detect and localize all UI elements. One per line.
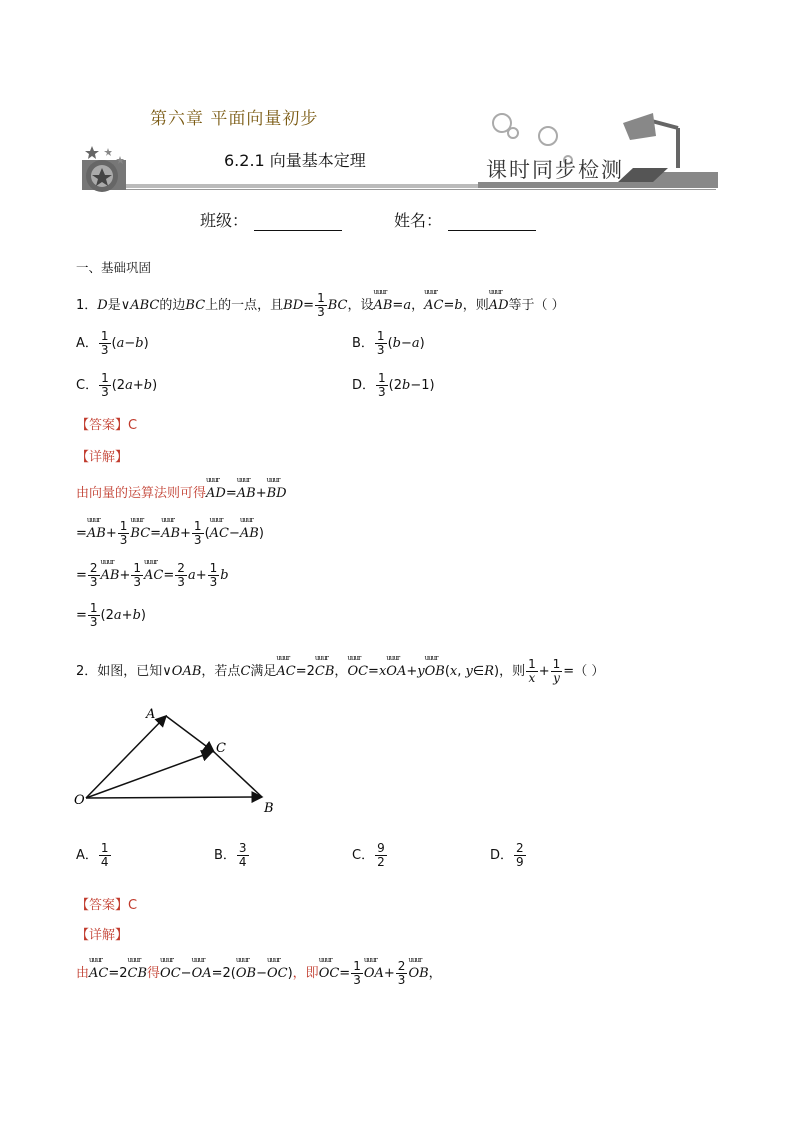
q1-number: 1． xyxy=(76,298,98,313)
q2-option-c[interactable]: C． $\frac{9}{2}$ xyxy=(352,841,385,869)
vector-oc xyxy=(86,752,212,798)
q2-option-d[interactable]: D． $\frac{2}{9}$ xyxy=(490,841,524,869)
lesson-title: 6.2.1 向量基本定理 xyxy=(224,151,366,170)
q1-solution-line3: = $\frac{2}{3}$ uuur AB+ $\frac{1}{3}$ uuur AC= $\frac{2}{3}$ a+ $\frac{1}{3}$ b xyxy=(76,562,229,589)
q1-solution-line2: =uuur AB+ $\frac{1}{3}$ uuur BC=uuur AB+ $\frac{1}{3}$ (uuur AC−uuur AB) xyxy=(76,520,264,547)
q2-option-b[interactable]: B． $\frac{3}{4}$ xyxy=(214,841,247,869)
class-label: 班级： xyxy=(200,211,249,230)
segment-cb xyxy=(214,752,262,797)
class-field[interactable] xyxy=(200,208,342,231)
q1-solution-line4: = $\frac{1}{3}$ (2a+b) xyxy=(76,601,146,629)
label-o: O xyxy=(74,793,85,808)
vector-oa xyxy=(86,716,166,798)
q2-option-a[interactable]: A． $\frac{1}{4}$ xyxy=(76,841,109,869)
chapter-title: 第六章 平面向量初步 xyxy=(150,109,319,129)
section-title: 一、基础巩固 xyxy=(76,260,152,275)
q2-figure xyxy=(70,700,290,820)
q2-stem: 2．如图，已知∨OAB，若点C满足uuur AC=2uuur CB，uuur OC=xuuur OA+yuuur OB(x, y∈R)，则 $\frac{1}{x}$ + $\frac{1}{y}$ =（ ） xyxy=(76,658,604,685)
q1-option-a[interactable]: A． $\frac{1}{3}$ (a−b) xyxy=(76,329,149,357)
q2-answer: 【答案】C xyxy=(76,898,138,913)
class-blank[interactable] xyxy=(254,214,342,231)
q1-option-d[interactable]: D． $\frac{1}{3}$ (2b−1) xyxy=(352,371,435,399)
label-a: A xyxy=(146,707,156,722)
q1-solution-line1: 由向量的运算法则可得uuur AD=uuur AB+uuur BD xyxy=(76,482,287,501)
q1-detail-label: 【详解】 xyxy=(76,450,129,465)
q1-option-c[interactable]: C． $\frac{1}{3}$ (2a+b) xyxy=(76,371,158,399)
name-blank[interactable] xyxy=(448,214,536,231)
q2-solution-line1: 由uuur AC=2uuur CB得uuur OC−uuur OA=2(uuur OB−uuur OC)，即uuur OC= $\frac{1}{3}$ uuur OA+ $\frac{2}{3}$ uuur OB， xyxy=(76,960,442,987)
vector-ab xyxy=(166,716,214,752)
name-field[interactable] xyxy=(394,208,536,231)
label-c: C xyxy=(216,741,226,756)
q2-detail-label: 【详解】 xyxy=(76,928,129,943)
banner-title: 课时同步检测 xyxy=(486,158,624,182)
label-b: B xyxy=(264,801,274,816)
vector-ob xyxy=(86,797,262,798)
q1-stem: 1．D是∨ABC的边BC上的一点，且BD= $\frac{1}{3}$ BC，设uuur AB=a，uuur AC=b，则uuur AD等于（ ） xyxy=(76,292,565,319)
q1-answer: 【答案】C xyxy=(76,418,138,433)
q1-option-b[interactable]: B． $\frac{1}{3}$ (b−a) xyxy=(352,329,425,357)
name-label: 姓名： xyxy=(394,211,443,230)
